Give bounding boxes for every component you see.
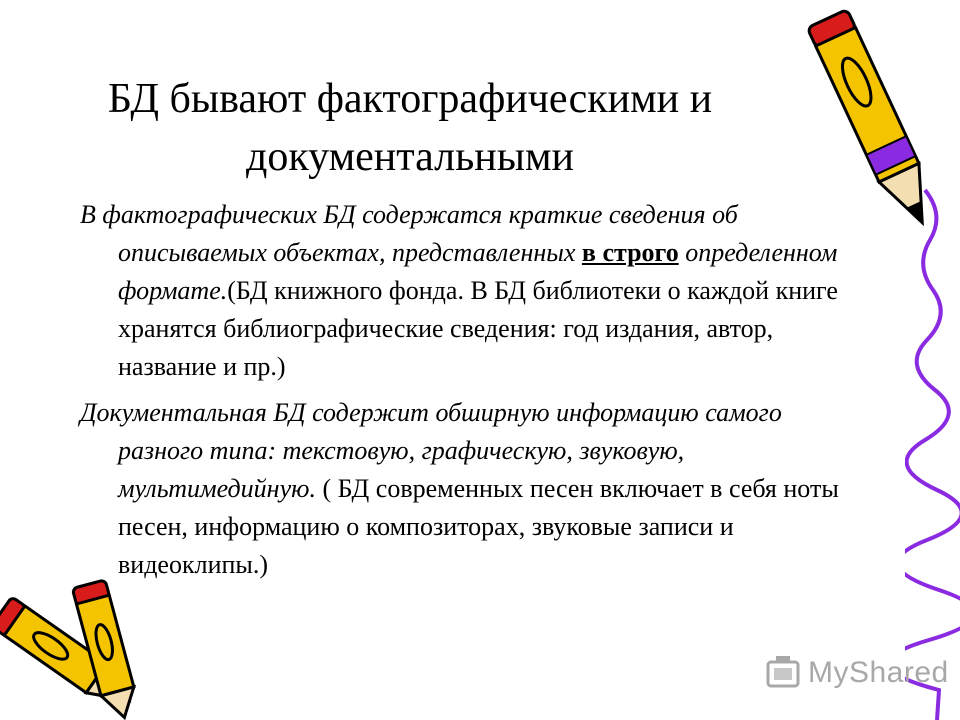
documental-definition: Документальная БД содержит обширную информацию самого разного типа: текстовую, графическую, звуковую, мультимедийную. [80,398,782,503]
wavy-line-decoration [905,0,960,720]
paragraph-factographic [80,196,870,386]
documental-example: ( БД современных песен включает в себя ноты песен, информацию о композиторах, звуковые записи и видеоклипы.) [118,474,839,579]
underlined-phrase: в строго [581,238,679,267]
factographic-example: (БД книжного фонда. В БД библиотеки о каждой книге хранятся библиографические сведения: год издания, автор, название и пр.) [118,276,838,381]
watermark-text: MyShared [808,656,949,689]
slide-body [80,196,870,592]
factographic-definition-end: определенном формате. [118,238,838,305]
slide-title: БД бывают фактографическими и документальными [107,76,713,180]
paragraph-documental [80,394,870,584]
factographic-definition: В фактографических БД содержатся краткие сведения об описываемых объектах, представленных [80,200,738,267]
